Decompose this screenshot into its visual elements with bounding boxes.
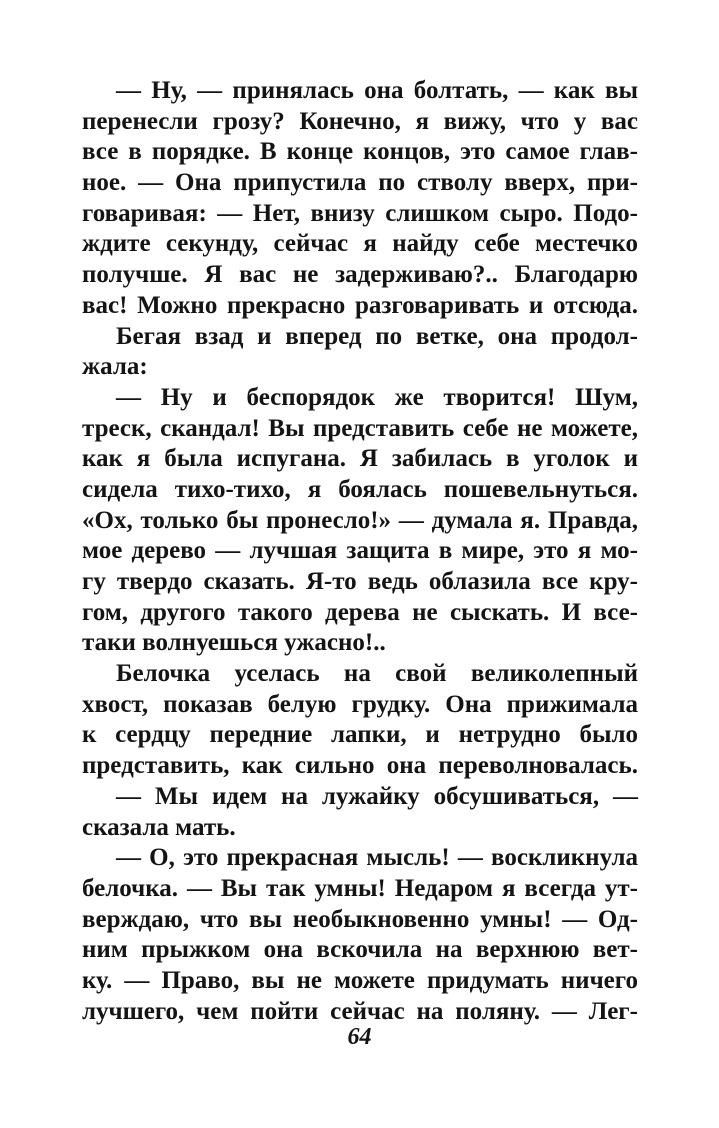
text-line: как я была испугана. Я забилась в уголок и [82, 445, 638, 473]
text-line: жала: [82, 353, 148, 381]
text-line: — Ну и беспорядок же творится! Шум, [116, 383, 638, 411]
page-number: 64 [347, 1024, 372, 1050]
text-line: ждите секунду, сейчас я найду себе местечко [82, 230, 638, 258]
text-line: все в порядке. В конце концов, это самое глав- [82, 138, 638, 166]
text-line: хвост, показав белую грудку. Она прижимала [82, 690, 638, 718]
text-line: Бегая взад и вперед по ветке, она продол- [116, 322, 638, 350]
text-line: «Ох, только бы пронесло!» — думала я. Правда, [82, 506, 638, 534]
text-line: перенесли грозу? Конечно, я вижу, что у вас [82, 107, 638, 135]
text-line: гу твердо сказать. Я-то ведь облазила все кру- [82, 568, 638, 595]
text-line: — Мы идем на лужайку обсушиваться, — [116, 782, 638, 810]
text-line: говаривая: — Нет, внизу слишком сыро. Подо- [82, 199, 638, 227]
text-line: верждаю, что вы необыкновенно умны! — Од- [82, 905, 638, 933]
text-line: ное. — Она припустила по стволу вверх, при- [82, 169, 638, 197]
text-line: белочка. — Вы так умны! Недаром я всегда ут- [82, 874, 638, 902]
text-line: таки волнуешься ужасно!.. [82, 629, 386, 657]
text-line: ним прыжком она вскочила на верхнюю вет- [82, 936, 638, 964]
text-line: получше. Я вас не задерживаю?.. Благодарю [82, 261, 638, 289]
text-line: — О, это прекрасная мысль! — воскликнула [116, 844, 638, 872]
text-line: представить, как сильно она переволновалась. [82, 752, 638, 780]
text-line: треск, скандал! Вы представить себе не можете, [82, 414, 638, 442]
text-line: Белочка уселась на свой великолепный [116, 660, 638, 688]
text-line: сказала мать. [82, 813, 236, 841]
text-line: ку. — Право, вы не можете придумать ничего [82, 966, 638, 994]
page-body-text [82, 76, 638, 1027]
text-line: сидела тихо-тихо, я боялась пошевельнуться. [82, 475, 638, 503]
text-line: лучшего, чем пойти сейчас на поляну. — Лег- [82, 997, 638, 1025]
text-line: вас! Можно прекрасно разговаривать и отсюда. [82, 291, 638, 319]
text-line: к сердцу передние лапки, и нетрудно было [82, 721, 638, 749]
text-line: мое дерево — лучшая защита в мире, это я мо- [82, 537, 638, 565]
text-line: — Ну, — принялась она болтать, — как вы [116, 77, 638, 104]
text-line: гом, другого такого дерева не сыскать. И все- [82, 598, 638, 626]
